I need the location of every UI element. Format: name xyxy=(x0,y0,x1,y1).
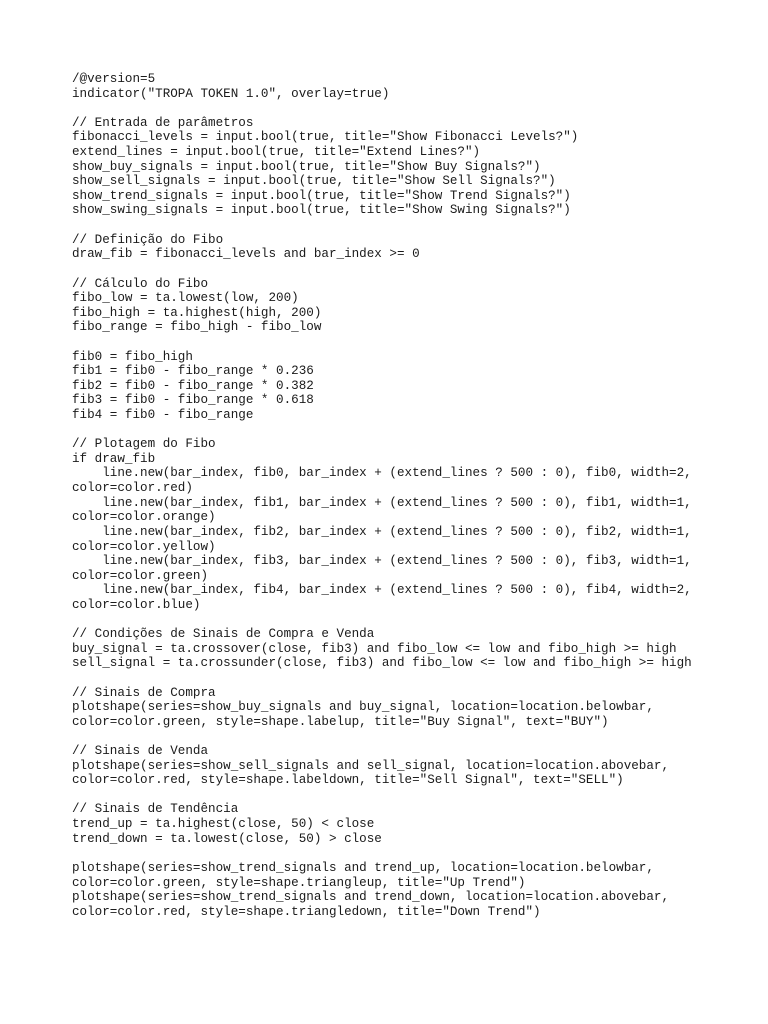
code-line xyxy=(72,218,752,233)
code-line: if draw_fib xyxy=(72,451,156,466)
code-line: line.new(bar_index, fib3, bar_index + (extend_lines ? 500 : 0), fib3, width=1, xyxy=(72,554,692,569)
code-line: fib4 = fib0 - fibo_range xyxy=(72,408,254,423)
code-line: fibonacci_levels = input.bool(true, title="Show Fibonacci Levels?") xyxy=(72,130,579,145)
code-line: draw_fib = fibonacci_levels and bar_index >= 0 xyxy=(72,247,420,262)
code-line: buy_signal = ta.crossover(close, fib3) and fibo_low <= low and fibo_high >= high xyxy=(72,641,677,656)
code-line: fibo_low = ta.lowest(low, 200) xyxy=(72,291,299,306)
code-line: color=color.red, style=shape.triangledown, title="Down Trend") xyxy=(72,904,541,919)
code-line: show_buy_signals = input.bool(true, title="Show Buy Signals?") xyxy=(72,159,541,174)
code-line: /@version=5 xyxy=(72,72,156,86)
code-line xyxy=(72,423,752,438)
code-comment-line: // Plotagem do Fibo xyxy=(72,437,216,452)
code-line: line.new(bar_index, fib0, bar_index + (extend_lines ? 500 : 0), fib0, width=2, xyxy=(72,466,692,481)
code-line: indicator("TROPA TOKEN 1.0", overlay=true) xyxy=(72,86,390,101)
code-line xyxy=(72,335,752,350)
code-comment-line: // Definição do Fibo xyxy=(72,232,224,247)
code-line: show_swing_signals = input.bool(true, title="Show Swing Signals?") xyxy=(72,203,571,218)
code-line: sell_signal = ta.crossunder(close, fib3) and fibo_low <= low and fibo_high >= high xyxy=(72,656,692,671)
code-line: color=color.green, style=shape.labelup, title="Buy Signal", text="BUY") xyxy=(72,714,609,729)
code-comment-line: // Condições de Sinais de Compra e Venda xyxy=(72,627,375,642)
code-line xyxy=(72,788,752,803)
code-line: color=color.orange) xyxy=(72,510,216,525)
code-listing xyxy=(72,72,752,919)
code-comment-line: // Sinais de Venda xyxy=(72,744,209,759)
code-line xyxy=(72,846,752,861)
code-comment-line: // Sinais de Compra xyxy=(72,685,216,700)
code-comment-line: // Cálculo do Fibo xyxy=(72,276,209,291)
code-line: plotshape(series=show_sell_signals and sell_signal, location=location.abovebar, xyxy=(72,758,670,773)
code-line: fib2 = fib0 - fibo_range * 0.382 xyxy=(72,378,314,393)
code-line: color=color.red) xyxy=(72,481,193,496)
code-line xyxy=(72,613,752,628)
code-line: plotshape(series=show_trend_signals and trend_down, location=location.abovebar, xyxy=(72,890,670,905)
code-line: fibo_range = fibo_high - fibo_low xyxy=(72,320,322,335)
code-line: trend_down = ta.lowest(close, 50) > close xyxy=(72,831,382,846)
code-line: fib0 = fibo_high xyxy=(72,349,193,364)
code-line: fibo_high = ta.highest(high, 200) xyxy=(72,305,322,320)
code-line: plotshape(series=show_buy_signals and buy_signal, location=location.belowbar, xyxy=(72,700,654,715)
code-line: color=color.green, style=shape.triangleup, title="Up Trend") xyxy=(72,875,526,890)
code-comment-line: // Entrada de parâmetros xyxy=(72,115,254,130)
code-line xyxy=(72,101,752,116)
code-line: line.new(bar_index, fib1, bar_index + (extend_lines ? 500 : 0), fib1, width=1, xyxy=(72,495,692,510)
code-line: line.new(bar_index, fib2, bar_index + (extend_lines ? 500 : 0), fib2, width=1, xyxy=(72,524,692,539)
code-line: color=color.blue) xyxy=(72,597,201,612)
code-line: show_trend_signals = input.bool(true, title="Show Trend Signals?") xyxy=(72,188,571,203)
code-line xyxy=(72,671,752,686)
code-line: fib3 = fib0 - fibo_range * 0.618 xyxy=(72,393,314,408)
code-line: show_sell_signals = input.bool(true, title="Show Sell Signals?") xyxy=(72,174,556,189)
code-line: line.new(bar_index, fib4, bar_index + (extend_lines ? 500 : 0), fib4, width=2, xyxy=(72,583,692,598)
code-line: plotshape(series=show_trend_signals and trend_up, location=location.belowbar, xyxy=(72,860,654,875)
code-line: color=color.red, style=shape.labeldown, title="Sell Signal", text="SELL") xyxy=(72,773,624,788)
code-comment-line: // Sinais de Tendência xyxy=(72,802,239,817)
code-line xyxy=(72,262,752,277)
code-line: color=color.yellow) xyxy=(72,539,216,554)
code-line: color=color.green) xyxy=(72,568,209,583)
code-line: trend_up = ta.highest(close, 50) < close xyxy=(72,817,375,832)
code-line: extend_lines = input.bool(true, title="Extend Lines?") xyxy=(72,145,481,160)
code-line xyxy=(72,729,752,744)
code-line: fib1 = fib0 - fibo_range * 0.236 xyxy=(72,364,314,379)
